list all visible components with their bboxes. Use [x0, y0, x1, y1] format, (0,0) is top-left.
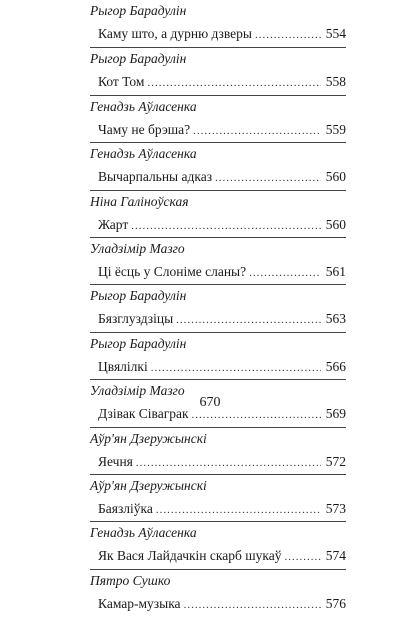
toc-entry [90, 521, 346, 568]
work-title: Ці ёсць у Слоніме сланы? [98, 263, 247, 279]
toc-entry [90, 190, 346, 237]
author-name: Аўр'ян Дзеружынскі [90, 427, 346, 449]
author-name: Уладзімір Мазго [90, 379, 346, 401]
toc-entry [90, 474, 346, 521]
dot-leader [136, 450, 321, 476]
work-title: Вычарпальны адказ [98, 169, 213, 185]
toc-entry-line [90, 212, 346, 238]
toc-entry-line [90, 449, 346, 475]
author-name: Генадзь Аўласенка [90, 521, 346, 543]
author-name: Ніна Галіноўская [90, 190, 346, 212]
dot-leader [184, 592, 321, 618]
author-name: Рыгор Барадулін [90, 332, 346, 354]
work-title: Баязліўка [98, 500, 153, 516]
toc-entry-line [90, 117, 346, 143]
entry-page-number: 560 [325, 169, 346, 185]
entry-page-number: 554 [325, 26, 346, 41]
toc-entry [90, 142, 346, 189]
author-name: Уладзімір Мазго [90, 237, 346, 259]
author-name: Рыгор Барадулін [90, 284, 346, 306]
toc-entry-line [90, 496, 346, 522]
dot-leader [176, 307, 321, 333]
toc-entry [90, 47, 346, 94]
author-name: Аўр'ян Дзеружынскі [90, 474, 346, 496]
author-name: Рыгор Барадулін [90, 3, 187, 18]
entry-page-number: 573 [325, 500, 346, 516]
toc-entry-line [90, 259, 346, 285]
work-title: Жарт [98, 216, 129, 232]
author-name: Рыгор Барадулін [90, 47, 346, 69]
toc-entry [90, 237, 346, 284]
dot-leader [156, 497, 321, 523]
entry-page-number: 561 [325, 263, 346, 279]
toc-entry-line [90, 306, 346, 332]
work-title: Бязглуздзіцы [98, 311, 174, 327]
toc-entry-line [90, 164, 346, 190]
toc-entry [90, 427, 346, 474]
page-number: 670 [199, 395, 221, 410]
entry-page-number: 559 [325, 121, 346, 137]
author-name: Генадзь Аўласенка [90, 95, 346, 117]
toc-entry [90, 95, 346, 142]
dot-leader [151, 355, 321, 381]
work-title: Камар-музыка [98, 595, 181, 611]
entry-page-number: 566 [325, 358, 346, 374]
dot-leader [255, 22, 321, 48]
dot-leader [131, 213, 321, 239]
entry-page-number: 574 [325, 548, 346, 564]
entry-page-number: 558 [325, 74, 346, 90]
entry-page-number: 560 [325, 216, 346, 232]
dot-leader [147, 70, 321, 96]
dot-leader [249, 260, 321, 286]
toc-entry-line [90, 69, 346, 95]
author-name: Пятро Сушко [90, 569, 346, 591]
work-title: Як Вася Лайдачкін скарб шукаў [98, 548, 282, 564]
toc-entry-line [90, 591, 346, 617]
work-title: Чаму не брэша? [98, 121, 191, 137]
author-name: Генадзь Аўласенка [90, 142, 346, 164]
toc-entry-line [90, 21, 346, 47]
dot-leader [193, 118, 321, 144]
toc-entry [90, 284, 346, 331]
toc-entry-line [90, 354, 346, 380]
work-title: Кот Том [98, 74, 145, 90]
dot-leader [215, 165, 321, 191]
work-title: Яечня [98, 453, 133, 469]
toc-entry [90, 332, 346, 379]
work-title: Каму што, а дурню дзверы [98, 26, 252, 41]
dot-leader [284, 544, 321, 570]
entry-page-number: 572 [325, 453, 346, 469]
toc-entry [90, 569, 346, 616]
work-title: Цвялілкі [98, 358, 148, 374]
table-of-contents [90, 0, 346, 616]
toc-entry [90, 0, 346, 47]
entry-page-number: 563 [325, 311, 346, 327]
entry-page-number: 569 [325, 406, 346, 422]
work-title: Дзівак Сіваграк [98, 406, 189, 422]
toc-entry-line [90, 543, 346, 569]
entry-page-number: 576 [325, 595, 346, 611]
